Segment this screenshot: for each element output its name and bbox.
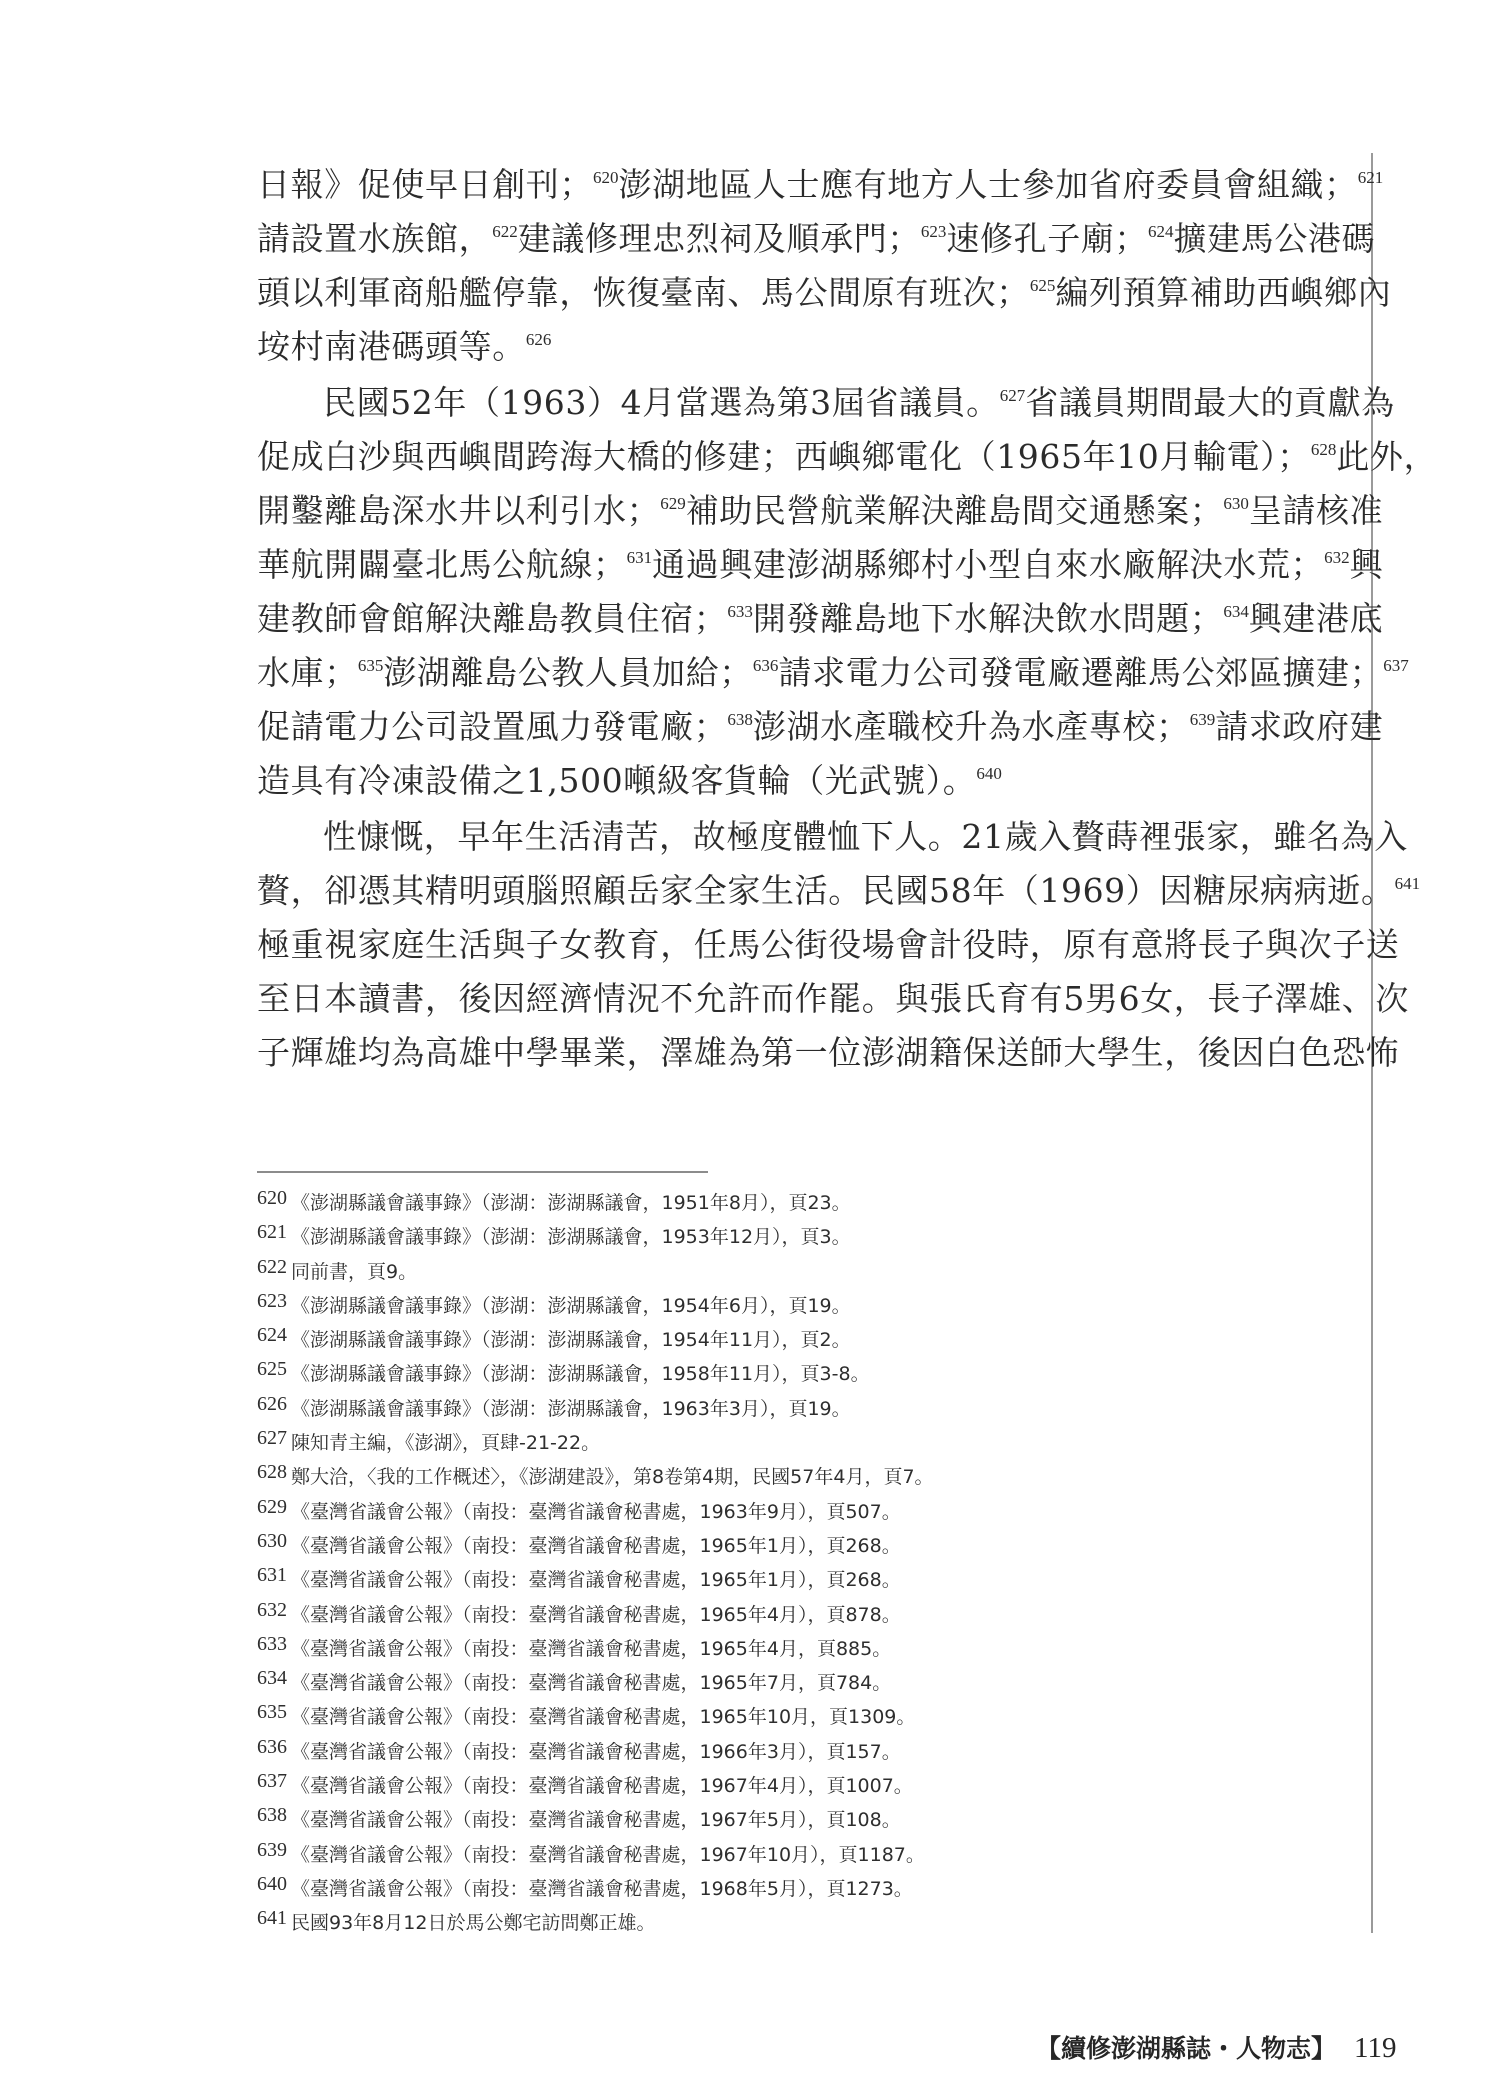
text-line <box>257 212 1376 266</box>
footnote-reference[interactable]: 635 <box>357 656 384 675</box>
paragraph <box>257 376 1438 808</box>
footnote-item <box>257 1357 1347 1391</box>
footnote-item <box>257 1186 1347 1220</box>
footnote-number: 628 <box>257 1461 287 1484</box>
text-run: 民國52年（1963）4月當選為第3屆省議員。 <box>323 383 1000 422</box>
footnote-item <box>257 1460 1347 1494</box>
text-run: 促請電力公司設置風力發電廠； <box>257 707 728 746</box>
footnote-item <box>257 1563 1347 1597</box>
text-run: 促成白沙與西嶼間跨海大橋的修建；西嶼鄉電化（1965年10月輸電）； <box>257 437 1311 476</box>
footnote-reference[interactable]: 626 <box>525 330 552 349</box>
footnote-text: 《臺灣省議會公報》（南投：臺灣省議會秘書處，1965年7月，頁784。 <box>291 1672 892 1695</box>
footnote-reference[interactable]: 630 <box>1223 494 1249 513</box>
text-run: 極重視家庭生活與子女教育，任馬公街役場會計役時，原有意將長子與次子送 <box>257 925 1400 964</box>
text-run: 此外， <box>1336 437 1438 476</box>
footnote-item <box>257 1838 1347 1872</box>
footnote-text: 同前書，頁9。 <box>291 1260 418 1283</box>
footnote-item <box>257 1803 1347 1837</box>
footnote-number: 626 <box>257 1392 287 1415</box>
footnote-number: 625 <box>257 1358 287 1381</box>
footnote-reference[interactable]: 628 <box>1310 440 1337 459</box>
footnote-item <box>257 1906 1347 1940</box>
footnote-text: 《澎湖縣議會議事錄》（澎湖：澎湖縣議會，1951年8月），頁23。 <box>291 1192 851 1214</box>
footnote-text: 《臺灣省議會公報》（南投：臺灣省議會秘書處，1965年10月，頁1309。 <box>291 1706 916 1729</box>
footnote-number: 621 <box>257 1221 287 1244</box>
text-run: 興建港底 <box>1248 599 1384 638</box>
footnote-reference[interactable]: 632 <box>1324 548 1350 567</box>
page-footer <box>1036 2028 1396 2068</box>
footnote-reference[interactable]: 621 <box>1357 168 1384 187</box>
footnote-text: 《澎湖縣議會議事錄》（澎湖：澎湖縣議會，1958年11月），頁3-8。 <box>291 1363 870 1386</box>
footnote-reference[interactable]: 620 <box>593 168 619 187</box>
text-run: 贅，卻憑其精明頭腦照顧岳家全家生活。民國58年（1969）因糖尿病病逝。 <box>257 871 1395 910</box>
paragraph <box>257 158 1392 374</box>
footnote-item <box>257 1255 1347 1289</box>
text-line <box>257 918 1400 972</box>
footnote-reference[interactable]: 637 <box>1383 656 1409 675</box>
footnote-item <box>257 1495 1347 1529</box>
footnote-item <box>257 1769 1347 1803</box>
footnote-number: 622 <box>257 1255 287 1278</box>
footnote-item <box>257 1323 1347 1357</box>
footnote-text: 《臺灣省議會公報》（南投：臺灣省議會秘書處，1965年4月，頁885。 <box>291 1637 892 1660</box>
text-line <box>257 754 1347 808</box>
footnote-number: 620 <box>257 1187 287 1209</box>
text-run: 呈請核准 <box>1248 491 1384 530</box>
paragraph-gap <box>257 1080 1347 1082</box>
footnote-text: 《臺灣省議會公報》（南投：臺灣省議會秘書處，1967年5月），頁108。 <box>291 1809 901 1832</box>
text-run: 性慷慨，早年生活清苦，故極度體恤下人。21歲入贅蒔裡張家，雖名為入 <box>323 817 1408 856</box>
footnote-number: 635 <box>257 1701 287 1724</box>
text-run: 開鑿離島深水井以利引水； <box>257 491 661 530</box>
text-run: 華航開闢臺北馬公航線； <box>257 545 627 584</box>
footnote-item <box>257 1220 1347 1254</box>
footnote-separator <box>257 1171 708 1173</box>
footnote-reference[interactable]: 627 <box>999 386 1026 405</box>
text-run: 澎湖地區人士應有地方人士參加省府委員會組織； <box>618 165 1358 204</box>
text-line <box>257 700 1384 754</box>
footnote-text: 《臺灣省議會公報》（南投：臺灣省議會秘書處，1965年1月），頁268。 <box>291 1534 901 1557</box>
footnote-reference[interactable]: 623 <box>920 222 947 241</box>
text-line <box>257 376 1395 430</box>
footnote-text: 《澎湖縣議會議事錄》（澎湖：澎湖縣議會，1963年3月），頁19。 <box>291 1397 851 1420</box>
footnote-reference[interactable]: 631 <box>626 548 653 567</box>
footnote-item <box>257 1700 1347 1734</box>
footnote-text: 《臺灣省議會公報》（南投：臺灣省議會秘書處，1968年5月），頁1273。 <box>291 1877 913 1900</box>
footnote-number: 632 <box>257 1598 287 1621</box>
footnote-number: 633 <box>257 1632 287 1655</box>
footnote-reference[interactable]: 636 <box>752 656 779 675</box>
text-run: 補助民營航業解決離島間交通懸案； <box>685 491 1224 530</box>
footnote-number: 627 <box>257 1427 287 1450</box>
page-number: 119 <box>1354 2032 1397 2064</box>
text-line <box>257 810 1408 864</box>
footnote-text: 《澎湖縣議會議事錄》（澎湖：澎湖縣議會，1954年11月），頁2。 <box>291 1329 851 1352</box>
footnote-number: 637 <box>257 1770 287 1793</box>
text-line <box>257 430 1438 484</box>
footnote-reference[interactable]: 638 <box>727 710 753 729</box>
text-run: 請求電力公司發電廠遷離馬公郊區擴建； <box>778 653 1384 692</box>
text-run: 擴建馬公港碼 <box>1173 219 1376 258</box>
footnote-reference[interactable]: 625 <box>1029 276 1056 295</box>
footnote-text: 《臺灣省議會公報》（南投：臺灣省議會秘書處，1965年1月），頁268。 <box>291 1569 901 1592</box>
text-line <box>257 592 1384 646</box>
text-line <box>257 538 1384 592</box>
footnote-reference[interactable]: 622 <box>492 222 518 241</box>
text-run: 頭以利軍商船艦停靠，恢復臺南、馬公間原有班次； <box>257 273 1030 312</box>
footnote-item <box>257 1289 1347 1323</box>
footnote-text: 民國93年8月12日於馬公鄭宅訪問鄭正雄。 <box>291 1912 656 1935</box>
text-run: 興 <box>1349 545 1384 584</box>
footnote-text: 《臺灣省議會公報》（南投：臺灣省議會秘書處，1965年4月），頁878。 <box>291 1603 901 1626</box>
footnote-number: 629 <box>257 1495 287 1518</box>
text-line <box>257 158 1384 212</box>
footnote-reference[interactable]: 633 <box>727 602 753 621</box>
text-line <box>257 1026 1400 1080</box>
text-run: 日報》促使早日創刊； <box>257 165 593 204</box>
footnote-number: 639 <box>257 1838 287 1861</box>
text-run: 水庫； <box>257 653 358 692</box>
footnote-reference[interactable]: 624 <box>1148 222 1174 241</box>
footnote-number: 623 <box>257 1289 287 1312</box>
footnote-item <box>257 1632 1347 1666</box>
text-run: 澎湖水產職校升為水產專校； <box>752 707 1190 746</box>
footnote-text: 《澎湖縣議會議事錄》（澎湖：澎湖縣議會，1954年6月），頁19。 <box>291 1294 851 1317</box>
footnote-number: 630 <box>257 1529 287 1552</box>
text-run: 至日本讀書，後因經濟情況不允許而作罷。與張氏育有5男6女，長子澤雄、次 <box>257 979 1409 1018</box>
text-run: 請設置水族館， <box>257 219 493 258</box>
text-line <box>257 484 1384 538</box>
footnote-item <box>257 1392 1347 1426</box>
footnote-reference[interactable]: 629 <box>660 494 686 513</box>
footnote-number: 636 <box>257 1735 287 1758</box>
footnote-number: 624 <box>257 1324 287 1347</box>
text-run: 省議員期間最大的貢獻為 <box>1025 383 1395 422</box>
footnote-text: 《臺灣省議會公報》（南投：臺灣省議會秘書處，1967年10月），頁1187。 <box>291 1843 925 1866</box>
text-run: 垵村南港碼頭等。 <box>257 327 526 366</box>
footnote-item <box>257 1529 1347 1563</box>
text-line <box>257 972 1409 1026</box>
footnotes <box>257 1186 1347 1941</box>
paragraph <box>257 810 1421 1080</box>
footnote-text: 《臺灣省議會公報》（南投：臺灣省議會秘書處，1967年4月），頁1007。 <box>291 1775 913 1798</box>
footnote-item <box>257 1666 1347 1700</box>
footnote-item <box>257 1735 1347 1769</box>
footnote-number: 631 <box>257 1564 287 1587</box>
text-run: 編列預算補助西嶼鄉內 <box>1055 273 1392 312</box>
text-run: 請求政府建 <box>1215 707 1384 746</box>
footnote-reference[interactable]: 641 <box>1394 874 1421 893</box>
footnote-item <box>257 1426 1347 1460</box>
footnote-reference[interactable]: 640 <box>976 764 1002 783</box>
body-text <box>257 158 1438 1082</box>
text-line <box>257 864 1421 918</box>
text-run: 澎湖離島公教人員加給； <box>383 653 753 692</box>
footnote-text: 《臺灣省議會公報》（南投：臺灣省議會秘書處，1966年3月），頁157。 <box>291 1740 901 1763</box>
text-run: 建議修理忠烈祠及順承門； <box>517 219 921 258</box>
text-run: 速修孔子廟； <box>946 219 1149 258</box>
footnote-text: 陳知青主編，《澎湖》，頁肆-21-22。 <box>291 1432 601 1455</box>
footnote-number: 641 <box>257 1907 287 1930</box>
text-line <box>257 266 1392 320</box>
footnote-item <box>257 1872 1347 1906</box>
footnote-number: 634 <box>257 1667 287 1690</box>
text-run: 通過興建澎湖縣鄉村小型自來水廠解決水荒； <box>652 545 1325 584</box>
text-run: 建教師會館解決離島教員住宿； <box>257 599 728 638</box>
footnote-item <box>257 1598 1347 1632</box>
running-title: 【續修澎湖縣誌・人物志】 <box>1036 2034 1337 2063</box>
footnote-text: 《澎湖縣議會議事錄》（澎湖：澎湖縣議會，1953年12月），頁3。 <box>291 1226 851 1249</box>
footnote-number: 640 <box>257 1872 287 1895</box>
text-run: 開發離島地下水解決飲水問題； <box>752 599 1224 638</box>
footnote-number: 638 <box>257 1804 287 1827</box>
text-run: 造具有冷凍設備之1,500噸級客貨輪（光武號）。 <box>257 761 977 800</box>
text-run: 子輝雄均為高雄中學畢業，澤雄為第一位澎湖籍保送師大學生，後因白色恐怖 <box>257 1033 1400 1072</box>
footnote-reference[interactable]: 639 <box>1189 710 1216 729</box>
footnote-text: 《臺灣省議會公報》（南投：臺灣省議會秘書處，1963年9月），頁507。 <box>291 1500 901 1523</box>
footnote-reference[interactable]: 634 <box>1223 602 1249 621</box>
text-line <box>257 646 1409 700</box>
footnote-text: 鄭大洽，〈我的工作概述〉，《澎湖建設》，第8卷第4期，民國57年4月，頁7。 <box>291 1466 934 1489</box>
text-line <box>257 320 1347 374</box>
